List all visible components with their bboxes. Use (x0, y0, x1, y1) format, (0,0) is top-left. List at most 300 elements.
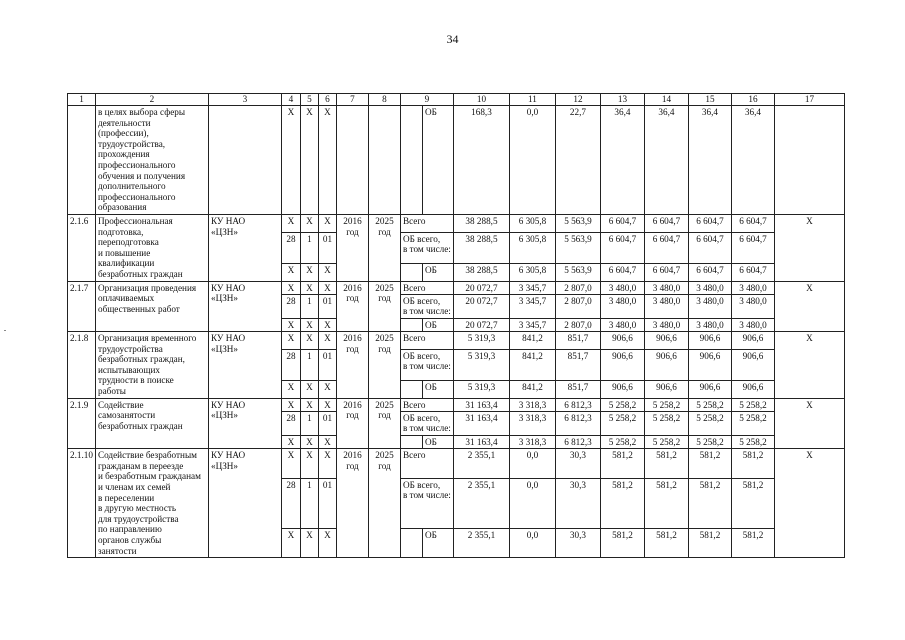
code-cell: Х (281, 263, 300, 281)
value-cell: 5 319,3 (453, 380, 509, 398)
description-cell-line: обучения и получения (97, 170, 186, 181)
source-cell-line: Всего (402, 333, 426, 344)
value-cell: 6 604,7 (731, 263, 774, 281)
source-cell (400, 281, 453, 295)
header-cell: 9 (400, 94, 453, 106)
description-cell-line: профессионального (97, 159, 176, 170)
value-cell: 0,0 (509, 478, 555, 528)
start-year (336, 398, 368, 449)
code-cell: 28 (281, 295, 300, 318)
value-cell: 5 563,9 (555, 263, 600, 281)
value-cell: 6 604,7 (688, 263, 731, 281)
row-number: 2.1.10 (68, 449, 96, 558)
source-cell (400, 295, 453, 318)
description-cell-line: органов службы (97, 535, 162, 545)
source-cell-line: в том числе: (402, 423, 451, 434)
value-cell: 3 480,0 (644, 295, 688, 318)
table-row (68, 332, 845, 350)
source-cell (400, 449, 453, 478)
value-cell: 6 305,8 (509, 214, 555, 232)
start-year-line: 2016 (343, 333, 362, 344)
description-cell-line: оплачиваемых (97, 293, 155, 304)
value-cell: 906,6 (731, 380, 774, 398)
value-cell: 581,2 (600, 528, 644, 557)
row-number: 2.1.8 (68, 332, 96, 399)
executor-cell-line: «ЦЗН» (210, 410, 239, 421)
description-cell-line: подготовка, (97, 226, 144, 237)
description-cell-line: переподготовка (97, 237, 159, 248)
end-year (368, 449, 400, 558)
value-cell: 5 258,2 (731, 398, 774, 412)
code-cell: Х (281, 106, 300, 215)
value-cell: 6 305,8 (509, 263, 555, 281)
value-cell: 6 604,7 (644, 232, 688, 263)
code-cell: Х (318, 281, 336, 295)
note-cell: Х (774, 214, 844, 281)
value-cell: 5 319,3 (453, 332, 509, 350)
end-year-line: год (378, 343, 391, 354)
executor-cell-line: «ЦЗН» (210, 343, 239, 354)
description-cell-line: гражданам в переезде (97, 460, 184, 471)
description-cell-line: трудоустройства (97, 343, 163, 354)
code-cell: Х (318, 435, 336, 449)
table-row (68, 449, 845, 478)
value-cell: 581,2 (731, 449, 774, 478)
value-cell: 20 072,7 (453, 295, 509, 318)
description-cell-line: самозанятости (97, 410, 156, 421)
value-cell: 906,6 (644, 349, 688, 380)
description-cell (95, 332, 208, 399)
value-cell: 2 807,0 (555, 281, 600, 295)
value-cell: 31 163,4 (453, 435, 509, 449)
value-cell: 6 305,8 (509, 232, 555, 263)
value-cell: 841,2 (509, 349, 555, 380)
value-cell: 5 258,2 (600, 412, 644, 435)
executor-cell-line: КУ НАО (210, 333, 246, 344)
code-cell: Х (300, 449, 318, 478)
code-cell: Х (281, 449, 300, 478)
code-cell: 28 (281, 349, 300, 380)
header-cell: 17 (774, 94, 844, 106)
value-cell: 3 480,0 (600, 281, 644, 295)
end-year-line: 2025 (375, 399, 394, 410)
value-cell: 30,3 (555, 478, 600, 528)
row-number: 2.1.7 (68, 281, 96, 332)
code-cell: Х (300, 318, 318, 332)
start-year-line: 2016 (343, 215, 362, 226)
value-cell: 581,2 (731, 478, 774, 528)
start-year (336, 281, 368, 332)
source-cell-line: в том числе: (402, 306, 451, 317)
end-year (368, 281, 400, 332)
executor-cell (208, 281, 281, 332)
description-cell-line: трудности в поиске (97, 375, 174, 386)
executor-cell (208, 449, 281, 558)
source-cell (400, 349, 453, 380)
description-cell-line: безработных граждан (97, 420, 183, 431)
description-cell-line: трудоустройства, (97, 138, 166, 149)
code-cell: Х (281, 528, 300, 557)
executor-cell-line: КУ НАО (210, 399, 246, 410)
value-cell: 841,2 (509, 332, 555, 350)
description-cell (95, 106, 208, 215)
value-cell: 3 480,0 (731, 318, 774, 332)
budget-table (67, 93, 845, 558)
source-cell: ОБ (422, 380, 453, 398)
table-row (68, 398, 845, 412)
code-cell: Х (281, 435, 300, 449)
value-cell: 6 604,7 (600, 214, 644, 232)
value-cell: 581,2 (688, 478, 731, 528)
note-cell: Х (774, 332, 844, 399)
description-cell-line: квалификации (97, 258, 155, 269)
value-cell: 581,2 (688, 449, 731, 478)
code-cell: Х (318, 214, 336, 232)
end-year (368, 214, 400, 281)
value-cell: 5 258,2 (644, 435, 688, 449)
value-cell: 581,2 (688, 528, 731, 557)
end-year-line: год (378, 293, 391, 304)
value-cell: 2 355,1 (453, 449, 509, 478)
code-cell: 28 (281, 232, 300, 263)
description-cell-line: по направлению (97, 524, 162, 535)
description-cell-line: образования (97, 202, 147, 213)
value-cell: 5 258,2 (688, 435, 731, 449)
table-row (68, 281, 845, 295)
header-cell: 1 (68, 94, 96, 106)
value-cell: 6 604,7 (600, 232, 644, 263)
description-cell-line: для трудоустройства (97, 513, 179, 524)
code-cell: 1 (300, 412, 318, 435)
code-cell: 01 (318, 232, 336, 263)
note-cell: Х (774, 398, 844, 449)
value-cell: 3 318,3 (509, 398, 555, 412)
code-cell: Х (318, 528, 336, 557)
header-cell: 8 (368, 94, 400, 106)
table-row (68, 214, 845, 232)
description-cell-line: в переселении (97, 492, 155, 503)
value-cell: 3 318,3 (509, 435, 555, 449)
code-cell: 01 (318, 412, 336, 435)
code-cell: Х (318, 449, 336, 478)
source-cell (400, 214, 453, 232)
header-cell: 13 (600, 94, 644, 106)
code-cell: Х (318, 380, 336, 398)
code-cell: Х (300, 528, 318, 557)
value-cell: 3 480,0 (688, 318, 731, 332)
value-cell: 3 480,0 (600, 318, 644, 332)
start-year-line: год (346, 293, 359, 304)
header-cell: 16 (731, 94, 774, 106)
end-year-line: 2025 (375, 215, 394, 226)
start-cell (336, 106, 368, 215)
code-cell: Х (300, 106, 318, 215)
executor-cell (208, 332, 281, 399)
end-year-line: 2025 (375, 333, 394, 344)
start-year (336, 214, 368, 281)
blank-cell (400, 263, 422, 281)
start-year-line: 2016 (343, 399, 362, 410)
code-cell: Х (300, 214, 318, 232)
value-cell: 906,6 (731, 349, 774, 380)
description-cell-line: в другую местность (97, 503, 177, 514)
source-cell-line: ОБ всего, (402, 413, 441, 424)
header-cell: 3 (208, 94, 281, 106)
value-cell: 5 319,3 (453, 349, 509, 380)
end-cell (368, 106, 400, 215)
header-cell: 11 (509, 94, 555, 106)
value-cell: 36,4 (600, 106, 644, 215)
value-cell: 851,7 (555, 380, 600, 398)
description-cell-line: Содействие (97, 399, 144, 410)
source-cell-line: Всего (402, 450, 426, 461)
code-cell: Х (300, 263, 318, 281)
value-cell: 3 480,0 (600, 295, 644, 318)
code-cell: Х (281, 214, 300, 232)
value-cell: 6 812,3 (555, 398, 600, 412)
description-cell-line: испытывающих (97, 364, 160, 375)
description-cell-line: работы (97, 386, 126, 397)
source-cell: ОБ (422, 435, 453, 449)
end-year-line: год (378, 460, 391, 471)
value-cell: 6 604,7 (644, 214, 688, 232)
code-cell: Х (281, 332, 300, 350)
value-cell: 36,4 (644, 106, 688, 215)
code-cell: 01 (318, 478, 336, 528)
value-cell: 3 480,0 (644, 281, 688, 295)
value-cell: 3 480,0 (644, 318, 688, 332)
executor-cell-line: КУ НАО (210, 450, 246, 461)
blank-cell (400, 380, 422, 398)
value-cell: 581,2 (644, 528, 688, 557)
value-cell: 2 807,0 (555, 318, 600, 332)
value-cell: 3 480,0 (688, 295, 731, 318)
value-cell: 6 812,3 (555, 435, 600, 449)
end-year (368, 398, 400, 449)
value-cell: 2 807,0 (555, 295, 600, 318)
value-cell: 5 258,2 (600, 435, 644, 449)
value-cell: 0,0 (509, 449, 555, 478)
header-cell: 12 (555, 94, 600, 106)
header-cell: 10 (453, 94, 509, 106)
description-cell-line: Содействие безработным (97, 450, 197, 461)
description-cell-line: общественных работ (97, 303, 180, 314)
value-cell: 906,6 (644, 332, 688, 350)
code-cell: Х (300, 332, 318, 350)
description-cell-line: Профессиональная (97, 215, 173, 226)
executor-cell-line: «ЦЗН» (210, 226, 239, 237)
value-cell: 36,4 (731, 106, 774, 215)
value-cell: 3 345,7 (509, 318, 555, 332)
description-cell (95, 398, 208, 449)
start-year (336, 449, 368, 558)
value-cell: 0,0 (509, 528, 555, 557)
row-number: 2.1.9 (68, 398, 96, 449)
header-cell: 2 (95, 94, 208, 106)
value-cell: 5 563,9 (555, 214, 600, 232)
description-cell-line: Организация временного (97, 333, 197, 344)
source-cell-line: ОБ всего, (402, 233, 441, 244)
budget-table-wrap (67, 93, 845, 558)
code-cell: Х (300, 380, 318, 398)
num-cell (68, 106, 96, 215)
value-cell: 5 563,9 (555, 232, 600, 263)
blank-cell (400, 106, 422, 215)
source-cell: ОБ (422, 106, 453, 215)
code-cell: Х (300, 435, 318, 449)
value-cell: 3 345,7 (509, 295, 555, 318)
value-cell: 841,2 (509, 380, 555, 398)
value-cell: 906,6 (688, 332, 731, 350)
value-cell: 36,4 (688, 106, 731, 215)
value-cell: 3 480,0 (731, 295, 774, 318)
source-cell-line: Всего (402, 282, 426, 293)
value-cell: 5 258,2 (644, 412, 688, 435)
source-cell (400, 398, 453, 412)
value-cell: 30,3 (555, 449, 600, 478)
code-cell: 01 (318, 295, 336, 318)
value-cell: 22,7 (555, 106, 600, 215)
executor-cell-line: «ЦЗН» (210, 460, 239, 471)
description-cell (95, 214, 208, 281)
description-cell-line: прохождения (97, 149, 150, 160)
scan-mark (4, 330, 6, 331)
start-year-line: год (346, 343, 359, 354)
source-cell (400, 478, 453, 528)
description-cell-line: деятельности (97, 117, 151, 128)
value-cell: 581,2 (644, 449, 688, 478)
value-cell: 5 258,2 (644, 398, 688, 412)
source-cell-line: ОБ всего, (402, 479, 441, 490)
value-cell: 906,6 (600, 332, 644, 350)
code-cell: Х (281, 398, 300, 412)
description-cell-line: в целях выбора сферы (97, 107, 186, 117)
code-cell: 28 (281, 412, 300, 435)
source-cell-line: в том числе: (402, 489, 451, 500)
executor-cell-line: КУ НАО (210, 215, 246, 226)
executor-cell-line: «ЦЗН» (210, 293, 239, 304)
value-cell: 581,2 (731, 528, 774, 557)
executor-cell (208, 398, 281, 449)
blank-cell (400, 318, 422, 332)
description-cell-line: и повышение (97, 247, 151, 258)
value-cell: 3 480,0 (688, 281, 731, 295)
code-cell: 1 (300, 295, 318, 318)
start-year (336, 332, 368, 399)
executor-cell (208, 214, 281, 281)
source-cell-line: Всего (402, 399, 426, 410)
value-cell: 6 604,7 (688, 214, 731, 232)
value-cell: 3 345,7 (509, 281, 555, 295)
start-year-line: год (346, 460, 359, 471)
value-cell: 5 258,2 (731, 435, 774, 449)
description-cell-line: безработных граждан, (97, 354, 185, 365)
header-cell: 4 (281, 94, 300, 106)
code-cell: 28 (281, 478, 300, 528)
note-cell (774, 106, 844, 215)
code-cell: Х (281, 318, 300, 332)
value-cell: 2 355,1 (453, 528, 509, 557)
code-cell: Х (318, 263, 336, 281)
description-cell-line: профессионального (97, 191, 176, 202)
code-cell: Х (318, 398, 336, 412)
header-cell: 5 (300, 94, 318, 106)
description-cell-line: и безработным гражданам (97, 471, 201, 482)
value-cell: 20 072,7 (453, 318, 509, 332)
start-year-line: 2016 (343, 450, 362, 461)
description-cell-line: и членам их семей (97, 482, 171, 493)
note-cell: Х (774, 449, 844, 558)
blank-cell (400, 435, 422, 449)
value-cell: 38 288,5 (453, 263, 509, 281)
code-cell: Х (318, 332, 336, 350)
value-cell: 6 604,7 (688, 232, 731, 263)
value-cell: 851,7 (555, 332, 600, 350)
value-cell: 168,3 (453, 106, 509, 215)
start-year-line: год (346, 226, 359, 237)
value-cell: 906,6 (644, 380, 688, 398)
header-cell: 7 (336, 94, 368, 106)
start-year-line: 2016 (343, 282, 362, 293)
value-cell: 0,0 (509, 106, 555, 215)
value-cell: 6 604,7 (731, 214, 774, 232)
end-year-line: год (378, 226, 391, 237)
note-cell: Х (774, 281, 844, 332)
value-cell: 581,2 (644, 478, 688, 528)
header-cell: 14 (644, 94, 688, 106)
value-cell: 581,2 (600, 449, 644, 478)
code-cell: 1 (300, 232, 318, 263)
source-cell: ОБ (422, 263, 453, 281)
code-cell: Х (300, 398, 318, 412)
code-cell: Х (300, 281, 318, 295)
value-cell: 5 258,2 (731, 412, 774, 435)
end-year-line: год (378, 410, 391, 421)
value-cell: 6 604,7 (600, 263, 644, 281)
code-cell: Х (318, 318, 336, 332)
description-cell (95, 449, 208, 558)
code-cell: Х (281, 380, 300, 398)
start-year-line: год (346, 410, 359, 421)
continuation-row (68, 106, 845, 215)
executor-cell-line: КУ НАО (210, 282, 246, 293)
value-cell: 906,6 (688, 349, 731, 380)
value-cell: 2 355,1 (453, 478, 509, 528)
value-cell: 5 258,2 (688, 412, 731, 435)
value-cell: 906,6 (688, 380, 731, 398)
value-cell: 20 072,7 (453, 281, 509, 295)
header-cell: 6 (318, 94, 336, 106)
end-year (368, 332, 400, 399)
description-cell-line: занятости (97, 545, 137, 556)
source-cell-line: в том числе: (402, 361, 451, 372)
end-year-line: 2025 (375, 282, 394, 293)
code-cell: 1 (300, 349, 318, 380)
source-cell (400, 332, 453, 350)
value-cell: 31 163,4 (453, 412, 509, 435)
source-cell-line: Всего (402, 215, 426, 226)
value-cell: 906,6 (600, 380, 644, 398)
value-cell: 5 258,2 (600, 398, 644, 412)
value-cell: 38 288,5 (453, 232, 509, 263)
source-cell-line: в том числе: (402, 244, 451, 255)
description-cell-line: (профессии), (97, 128, 149, 139)
executor-cell (208, 106, 281, 215)
value-cell: 906,6 (731, 332, 774, 350)
description-cell-line: Организация проведения (97, 282, 197, 293)
code-cell: Х (318, 106, 336, 215)
code-cell: Х (281, 281, 300, 295)
